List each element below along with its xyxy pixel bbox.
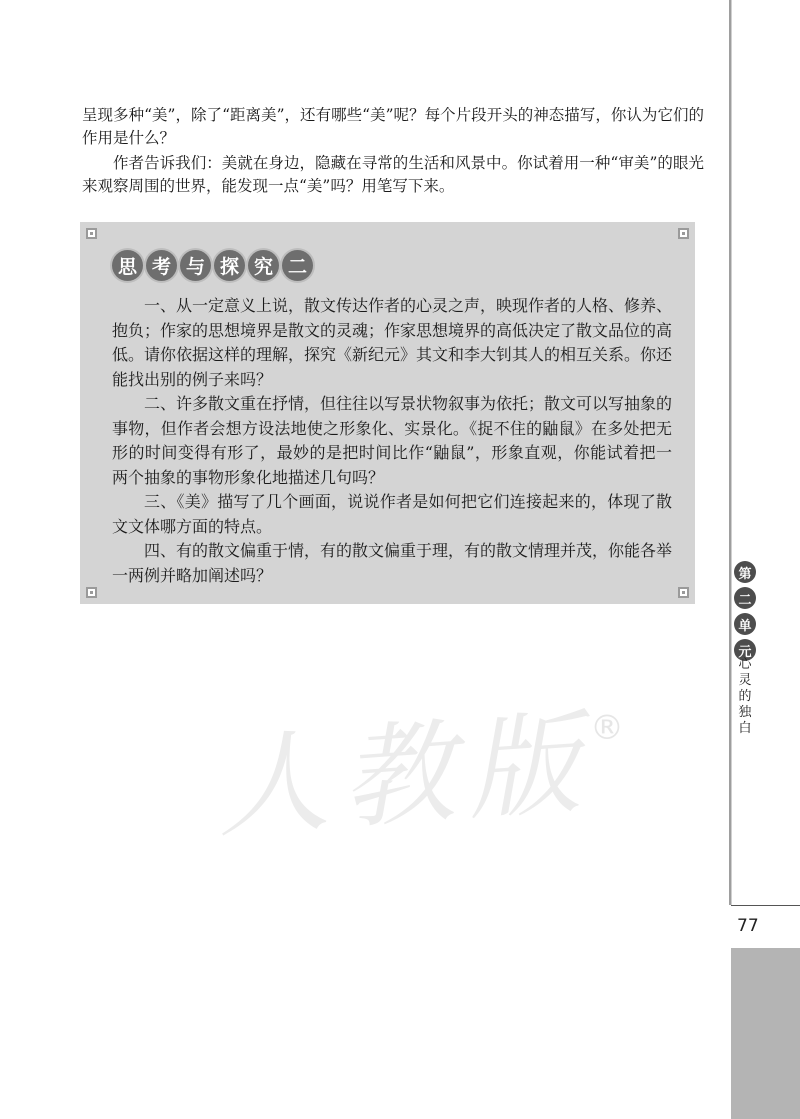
intro-paragraph-1: 呈现多种“美”，除了“距离美”，还有哪些“美”呢？每个片段开头的神态描写，你认为它们的作用是什么？: [82, 106, 704, 147]
heading-char: 与: [180, 250, 211, 281]
corner-ornament: [678, 228, 689, 239]
exercise-panel: [80, 222, 695, 604]
corner-ornament: [86, 587, 97, 598]
question-item: 四、有的散文偏重于情，有的散文偏重于理，有的散文情理并茂，你能各举一两例并略加阐述吗？: [112, 541, 673, 585]
page-number: 77: [737, 916, 759, 936]
unit-title: 心灵的独白: [738, 657, 752, 736]
unit-char: 第: [734, 561, 756, 583]
margin-block: [731, 948, 800, 1119]
heading-char: 考: [146, 250, 177, 281]
heading-char: 探: [214, 250, 245, 281]
registered-mark: ®: [590, 708, 624, 748]
question-item: 三、《美》描写了几个画面，说说作者是如何把它们连接起来的，体现了散文文体哪方面的特点。: [112, 492, 672, 536]
heading-char: 二: [282, 250, 313, 281]
question-item: 一、从一定意义上说，散文传达作者的心灵之声，映现作者的人格、修养、抱负；作家的思想境界是散文的灵魂；作家思想境界的高低决定了散文品位的高低。请你依据这样的理解，探究《新纪元》其文和李大钊其人的相互关系。你还能找出别的例子来吗？: [112, 296, 673, 389]
corner-ornament: [86, 228, 97, 239]
intro-text: [82, 104, 704, 200]
unit-badge: [734, 561, 756, 661]
exercise-heading: [112, 250, 313, 281]
publisher-watermark: 人教版: [211, 697, 598, 855]
heading-char: 究: [248, 250, 279, 281]
question-list: [112, 294, 672, 588]
unit-char: 单: [734, 613, 756, 635]
corner-ornament: [678, 587, 689, 598]
unit-char: 二: [734, 587, 756, 609]
margin-rule: [731, 0, 732, 905]
question-item: 二、许多散文重在抒情，但往往以写景状物叙事为依托；散文可以写抽象的事物，但作者会想方设法地使之形象化、实景化。《捉不住的鼬鼠》在多处把无形的时间变得有形了，最妙的是把时间比作“鼬鼠”，形象直观，你能试着把一两个抽象的事物形象化地描述几句吗？: [112, 394, 673, 487]
heading-char: 思: [112, 250, 143, 281]
intro-paragraph-2: 作者告诉我们：美就在身边，隐藏在寻常的生活和风景中。你试着用一种“审美”的眼光来观察周围的世界，能发现一点“美”吗？用笔写下来。: [82, 154, 704, 195]
unit-char: 元: [734, 639, 756, 661]
